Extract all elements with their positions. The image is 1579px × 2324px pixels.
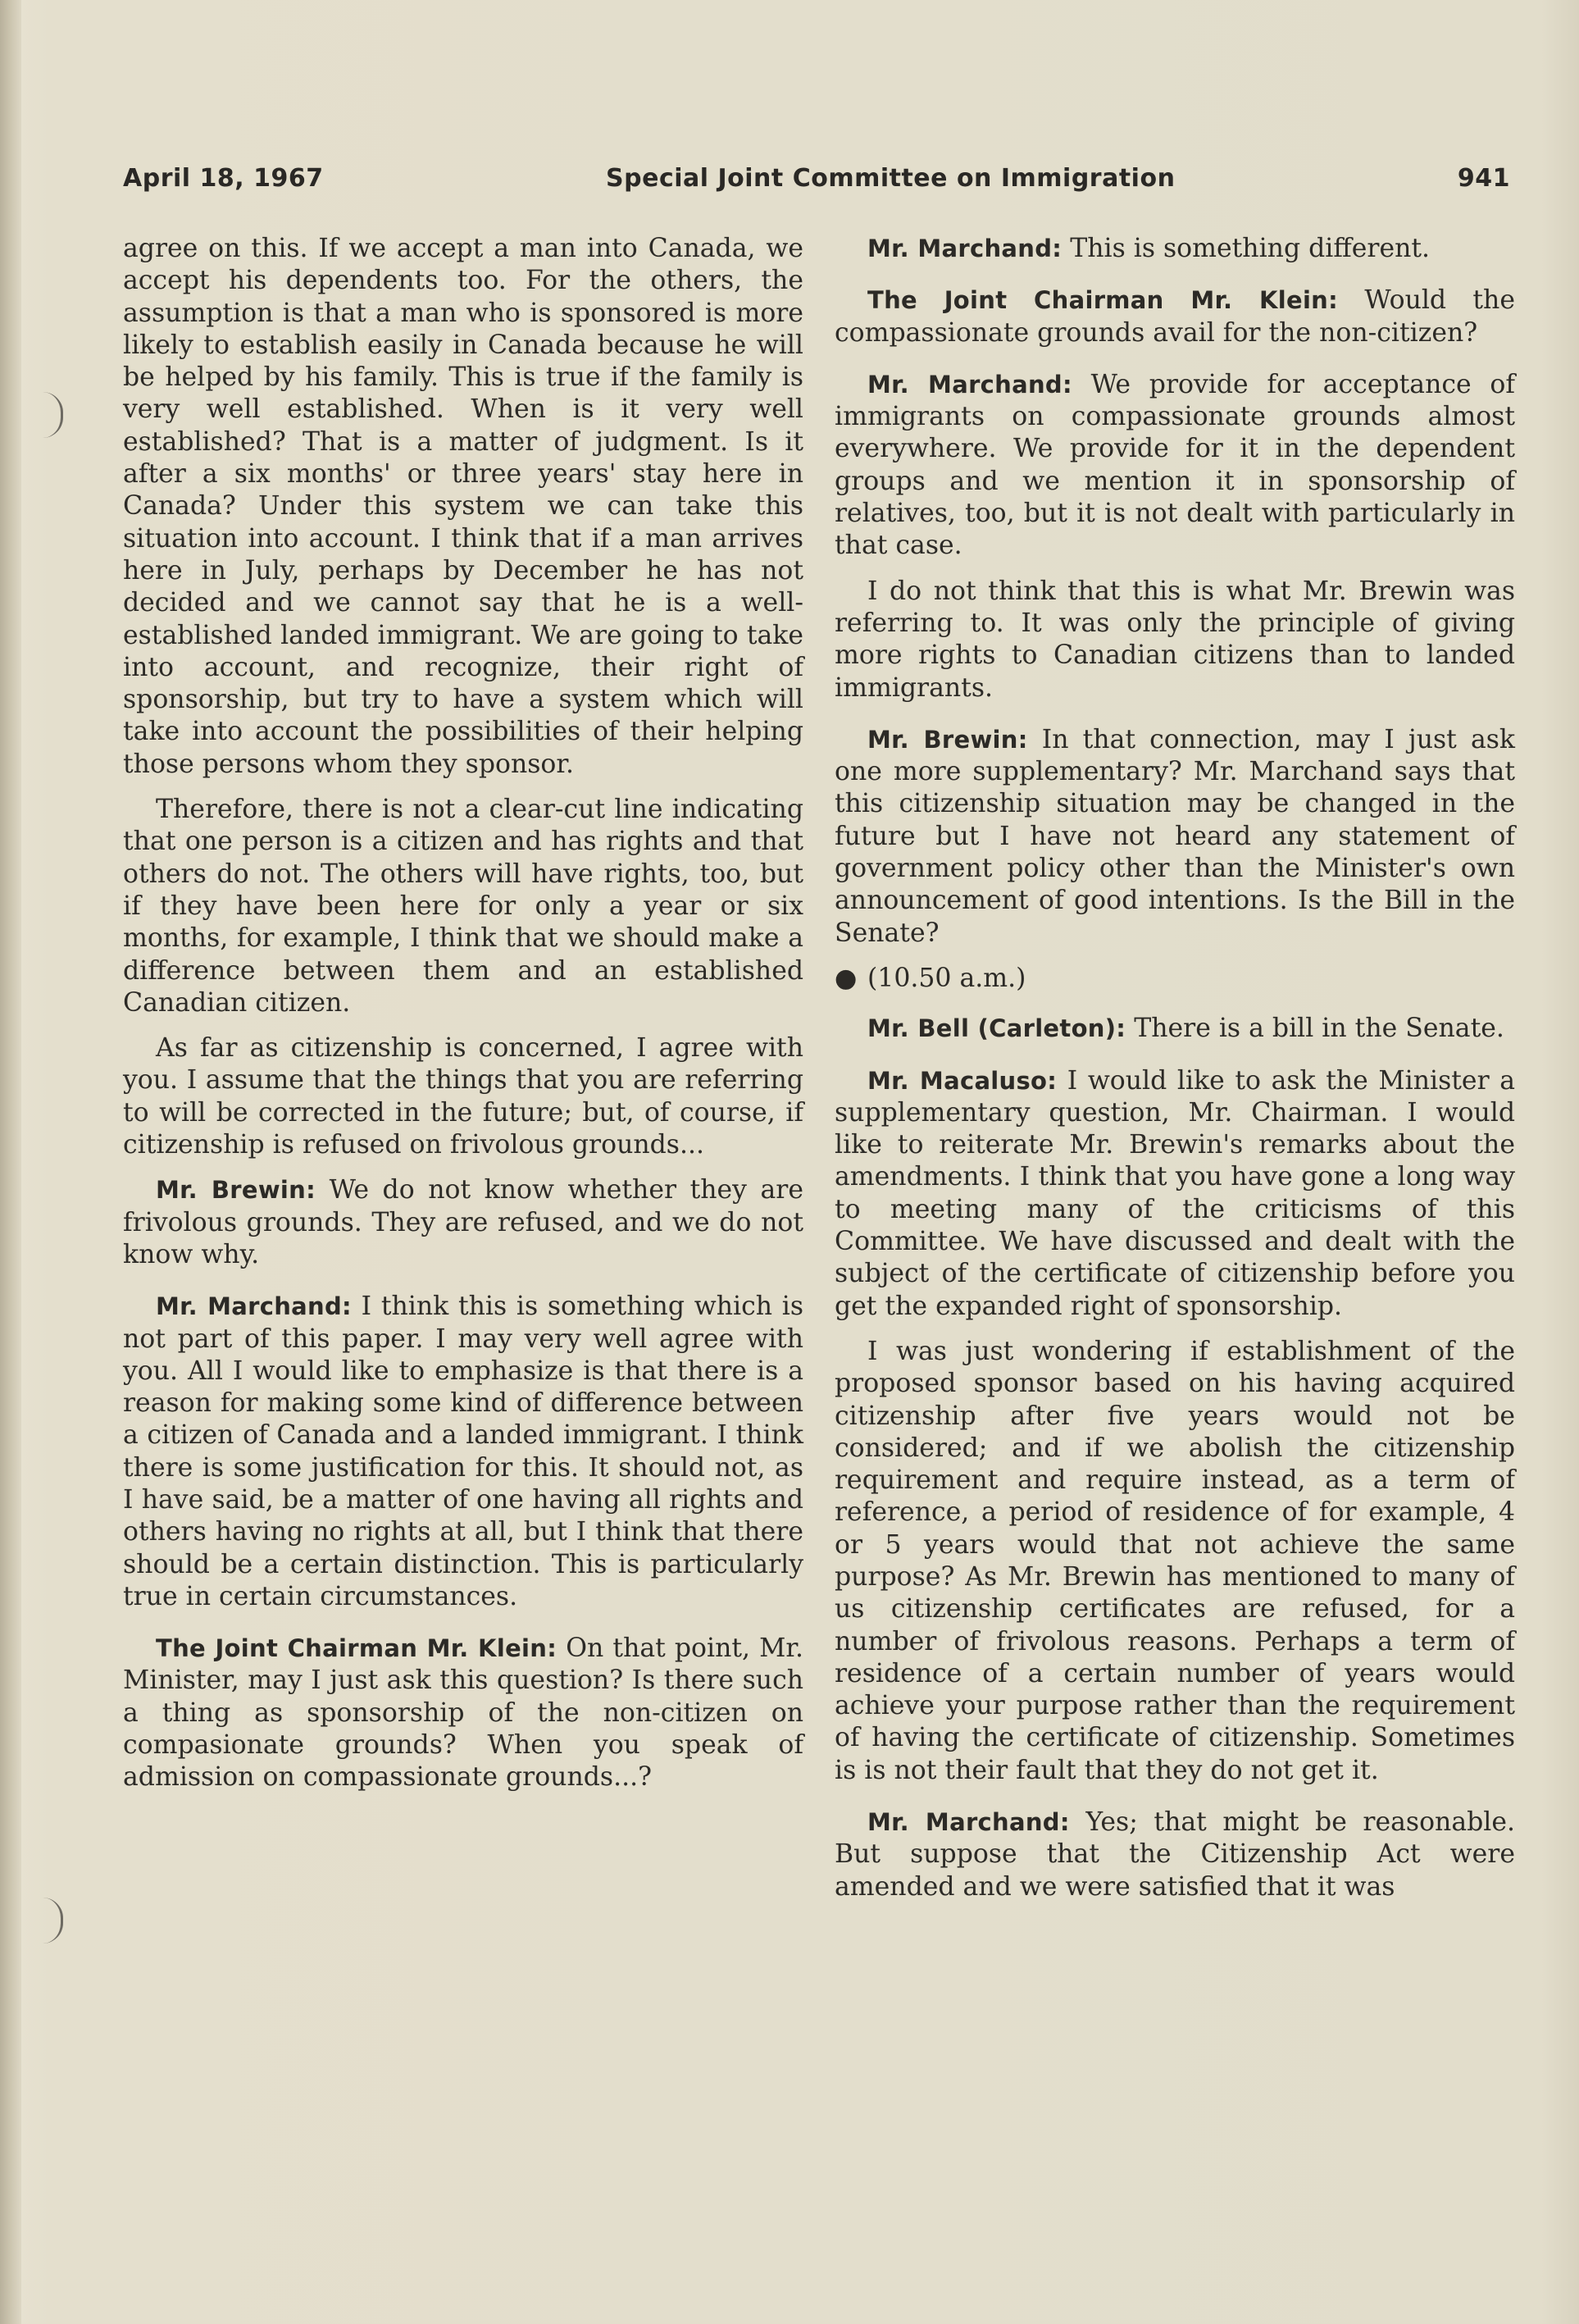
speech-text: We provide for acceptance of immigrants on compassionate grounds almost everywhere. We provide for it in the dependent groups and we mention it in sponsorship of relatives, too, but it is not dealt with particularly in that case. bbox=[835, 369, 1515, 561]
speaker-name: Mr. Marchand: bbox=[867, 1808, 1070, 1837]
paragraph-text: As far as citizenship is concerned, I agree with you. I assume that the things that you are referring to will be corrected in the future; but, of course, if citizenship is refused on frivolous grounds... bbox=[123, 1033, 803, 1160]
speech-paragraph bbox=[835, 724, 1515, 950]
speech-paragraph bbox=[123, 1291, 803, 1613]
speech-text: This is something different. bbox=[1070, 234, 1431, 263]
binding-hole-mark bbox=[43, 1898, 63, 1944]
speaker-name: Mr. Macaluso: bbox=[867, 1066, 1058, 1095]
left-column bbox=[123, 233, 803, 1814]
speech-text: I think this is something which is not part of this paper. I may very well agree with you. All I would like to emphasize is that there is a reason for making some kind of difference between a citizen of Canada and a landed immigrant. I think there is some justification for this. It should not, as I have said, be a matter of one having all rights and others having no rights at all, but I think that there should be a certain distinction. This is particularly true in certain circumstances. bbox=[123, 1292, 803, 1611]
speech-paragraph bbox=[835, 233, 1515, 265]
speech-paragraph bbox=[835, 369, 1515, 563]
speech-paragraph bbox=[835, 285, 1515, 349]
speaker-name: The Joint Chairman Mr. Klein: bbox=[867, 286, 1339, 315]
binding-hole-mark bbox=[43, 392, 63, 438]
paragraph bbox=[835, 576, 1515, 704]
speaker-name: Mr. Brewin: bbox=[156, 1176, 316, 1205]
paragraph-text: agree on this. If we accept a man into Canada, we accept his dependents too. For the others, the assumption is that a man who is sponsored is more likely to establish easily in Canada because he will be helped by his family. This is true if the family is very well established. When is it very well established? That is a matter of judgment. Is it after a six months' or three years' stay here in Canada? Under this system we can take this situation into account. I think that if a man arrives here in July, perhaps by December he has not decided and we cannot say that he is a well-established landed immigrant. We are going to take into account, and recognize, their right of sponsorship, but try to have a system which will take into account the possibilities of their helping those persons whom they sponsor. bbox=[123, 234, 803, 779]
speech-text: On that point, Mr. Minister, may I just ask this question? Is there such a thing as sponsorship of the non-citizen on compasionate grounds? When you speak of admission on compassionate grounds...? bbox=[123, 1634, 804, 1793]
right-column bbox=[835, 233, 1515, 1916]
speaker-name: Mr. Marchand: bbox=[867, 370, 1072, 399]
speech-paragraph bbox=[123, 1174, 803, 1271]
bullet-icon: ● bbox=[835, 963, 858, 993]
speaker-name: Mr. Bell (Carleton): bbox=[867, 1014, 1126, 1043]
paragraph-text: Therefore, there is not a clear-cut line indicating that one person is a citizen and has rights and that others do not. The others will have rights, too, but if they have been here for only a year or six months, for example, I think that we should make a difference between them and an established Canadian citizen. bbox=[123, 795, 803, 1018]
speech-text: Yes; that might be reasonable. But suppose that the Citizenship Act were amended and we were satisfied that it was bbox=[835, 1807, 1515, 1902]
speaker-name: Mr. Marchand: bbox=[156, 1292, 352, 1321]
speech-paragraph bbox=[835, 1013, 1515, 1045]
speech-text: We do not know whether they are frivolous grounds. They are refused, and we do not know why. bbox=[123, 1175, 803, 1269]
speaker-name: Mr. Marchand: bbox=[867, 235, 1063, 262]
header-date: April 18, 1967 bbox=[123, 164, 324, 193]
paragraph-text: I was just wondering if establishment of the proposed sponsor based on his having acquired citizenship after five years would not be considered; and if we abolish the citizenship requirement and require instead, as a term of reference, a period of residence of for example, 4 or 5 years would that not achieve the same purpose? As Mr. Brewin has mentioned to many of us citizenship certificates are refused, for a number of frivolous reasons. Perhaps a term of residence of a certain number of years would achieve your purpose rather than the requirement of having the certificate of citizenship. Sometimes is is not their fault that they do not get it. bbox=[835, 1336, 1515, 1785]
paragraph bbox=[835, 1336, 1515, 1787]
speech-text: I would like to ask the Minister a supplementary question, Mr. Chairman. I would like to reiterate Mr. Brewin's remarks about the amendments. I think that you have gone a long way to meeting many of the criticisms of this Committee. We have discussed and dealt with the subject of the certificate of citizenship before you get the expanded right of sponsorship. bbox=[835, 1065, 1516, 1321]
speech-text: Would the compassionate grounds avail for the non-citizen? bbox=[835, 285, 1515, 348]
paragraph bbox=[123, 1032, 803, 1161]
paragraph bbox=[123, 233, 803, 781]
speech-paragraph bbox=[835, 1065, 1515, 1323]
running-header bbox=[123, 164, 1510, 193]
speaker-name: Mr. Brewin: bbox=[867, 725, 1028, 754]
speech-text: In that connection, may I just ask one more supplementary? Mr. Marchand says that this citizenship situation may be changed in the future but I have not heard any statement of government policy other than the Minister's own announcement of good intentions. Is the Bill in the Senate? bbox=[835, 724, 1515, 948]
paragraph-text: I do not think that this is what Mr. Brewin was referring to. It was only the principle of giving more rights to Canadian citizens than to landed immigrants. bbox=[835, 576, 1515, 703]
speech-paragraph bbox=[123, 1633, 803, 1793]
speech-paragraph bbox=[835, 1807, 1515, 1903]
page-number: 941 bbox=[1457, 164, 1510, 193]
speech-text: There is a bill in the Senate. bbox=[1134, 1014, 1504, 1044]
speaker-name: The Joint Chairman Mr. Klein: bbox=[156, 1634, 557, 1663]
paragraph bbox=[123, 794, 803, 1019]
header-title: Special Joint Committee on Immigration bbox=[606, 164, 1176, 193]
time-marker bbox=[835, 963, 1515, 995]
page-binding-edge bbox=[0, 0, 21, 2324]
time-marker-text: (10.50 a.m.) bbox=[867, 963, 1026, 993]
